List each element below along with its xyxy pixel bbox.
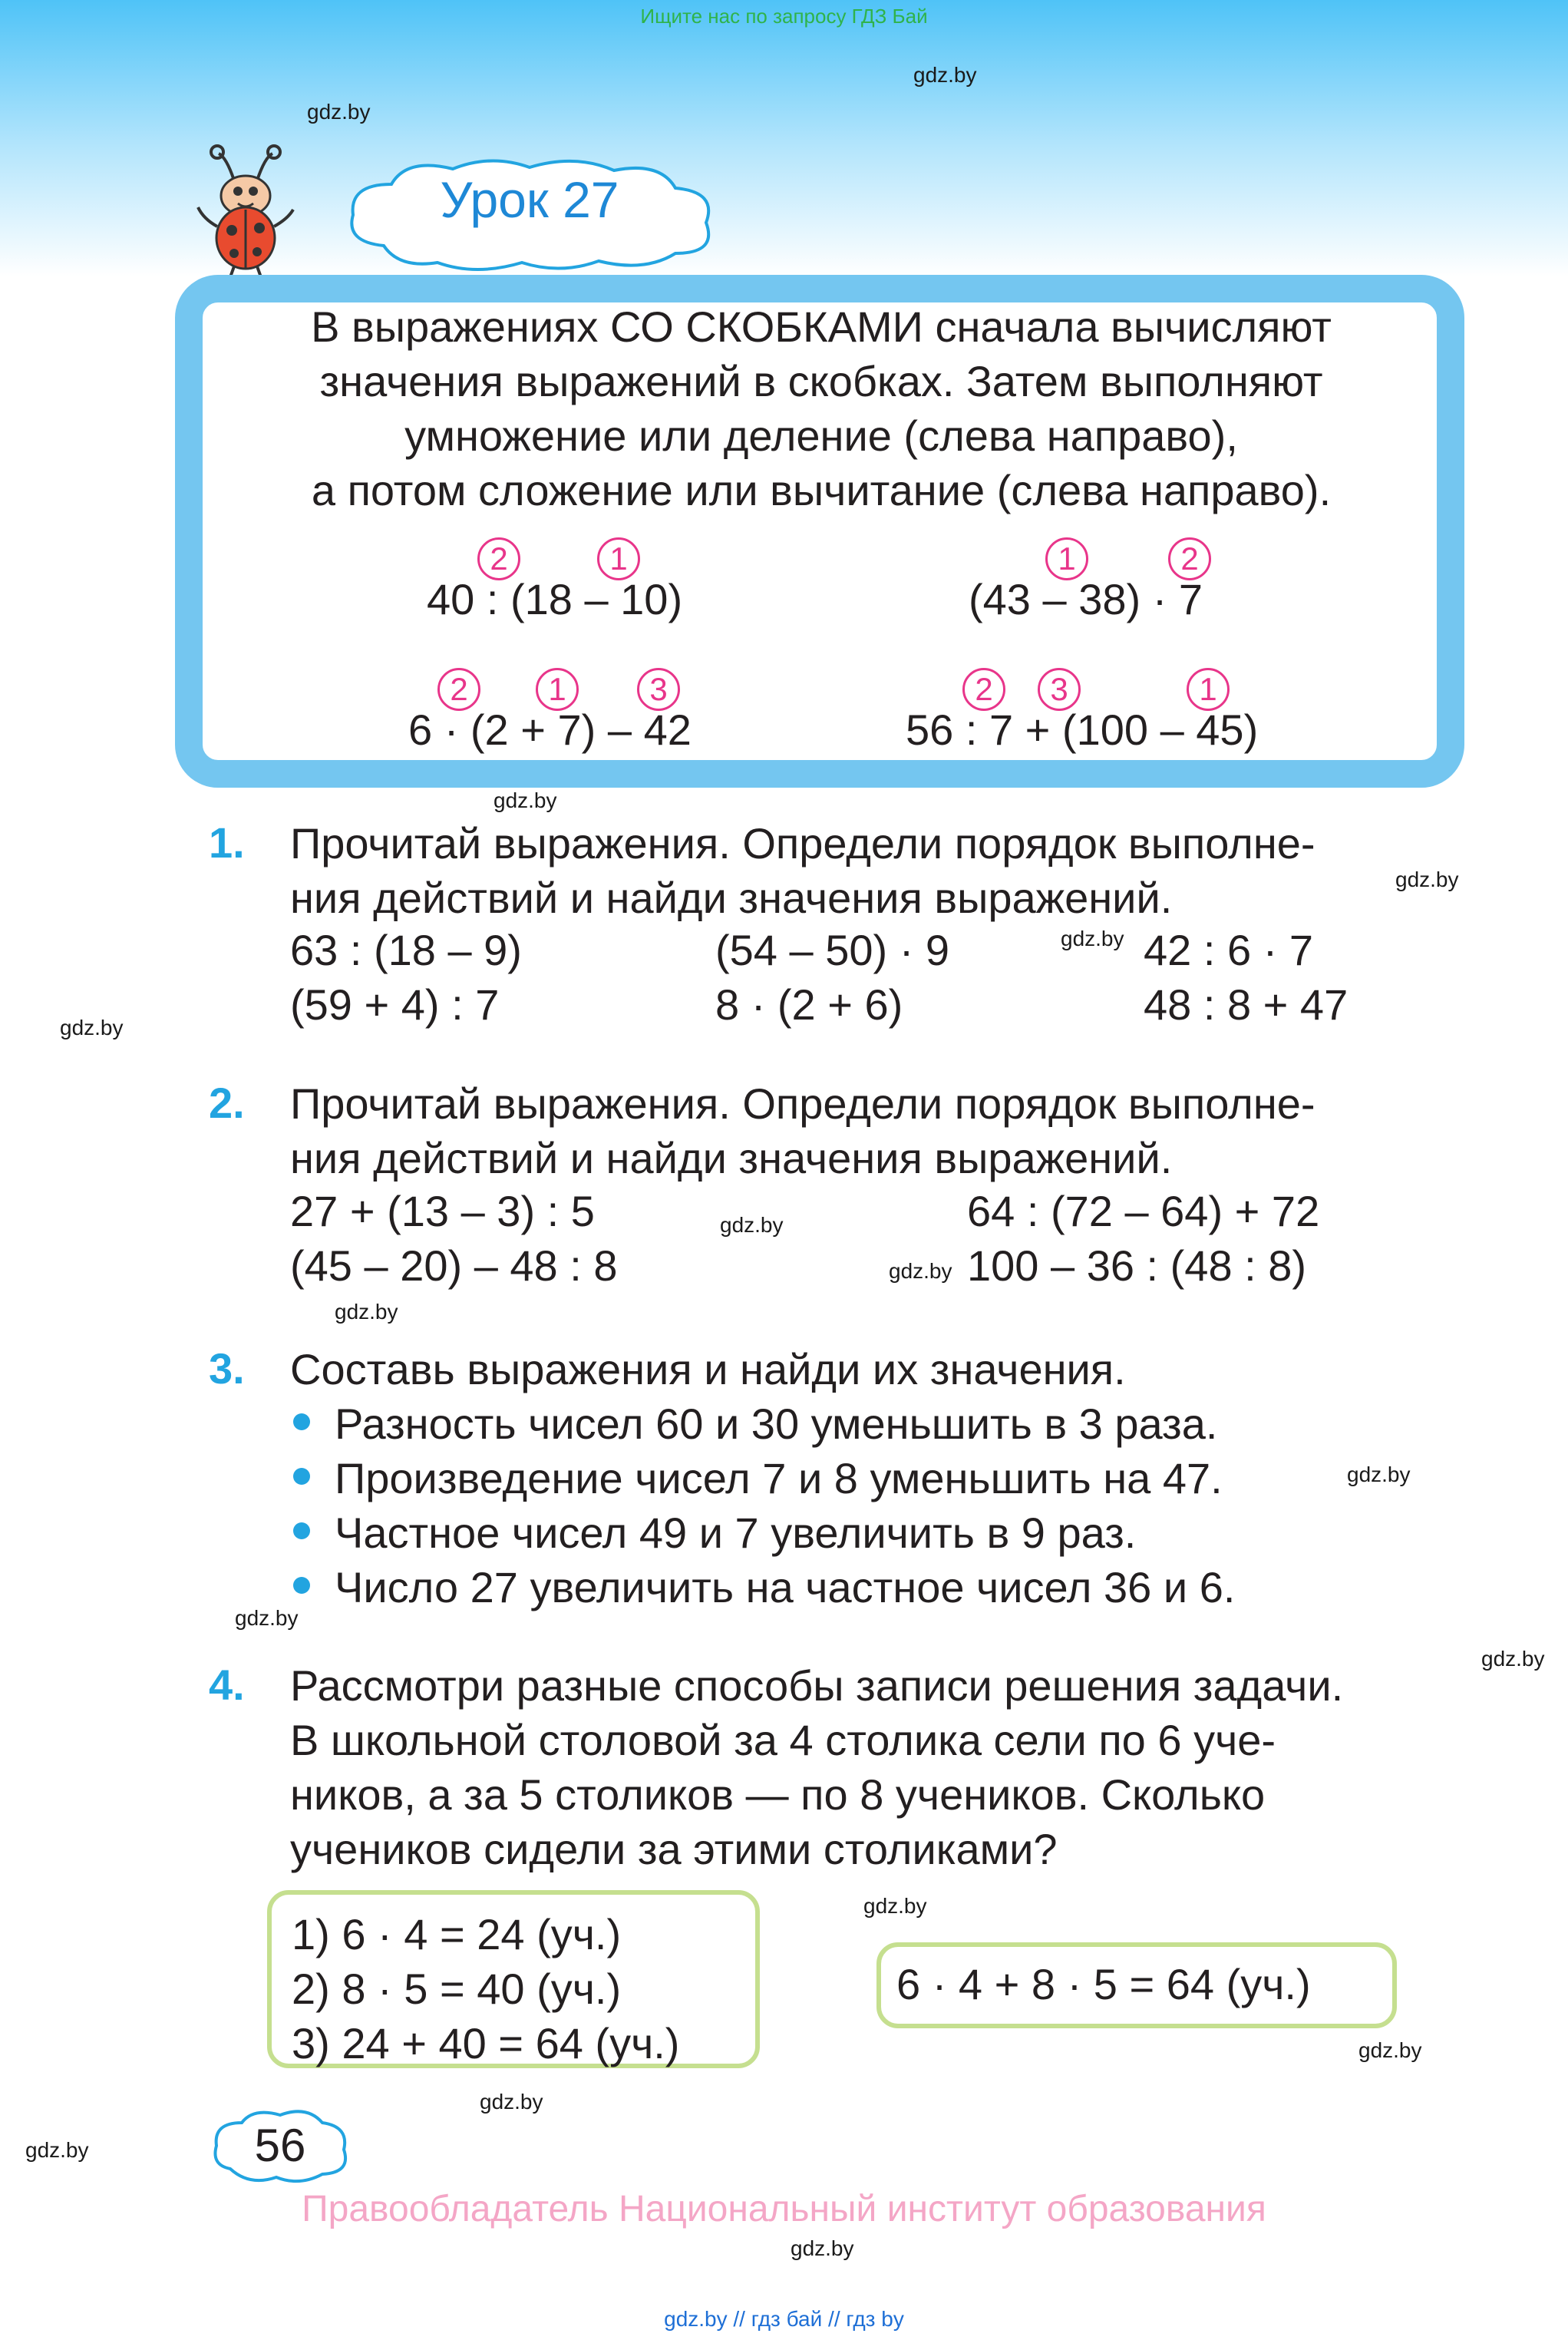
order-marker: 2 xyxy=(1168,537,1211,580)
watermark: gdz.by xyxy=(889,1259,952,1283)
expression: 8 · (2 + 6) xyxy=(715,980,903,1029)
solution-step: 2) 8 · 5 = 40 (уч.) xyxy=(292,1965,622,2013)
top-banner[interactable]: Ищите нас по запросу ГДЗ Бай xyxy=(640,5,928,28)
task-text xyxy=(290,1076,1315,1185)
watermark: gdz.by xyxy=(480,2090,543,2114)
watermark: gdz.by xyxy=(913,63,977,87)
task-text xyxy=(290,1658,1343,1876)
watermark: gdz.by xyxy=(1061,927,1124,950)
bullet-item: Число 27 увеличить на частное чисел 36 и 6. xyxy=(335,1563,1236,1611)
bullet-dot xyxy=(293,1577,310,1594)
bullet-dot xyxy=(293,1413,310,1430)
watermark: gdz.by xyxy=(791,2236,854,2260)
rule-line: значения выражений в скобках. Затем выполняют xyxy=(319,357,1323,405)
ladybug-icon xyxy=(192,142,299,280)
watermark: gdz.by xyxy=(1358,2038,1422,2062)
task-text xyxy=(290,816,1315,925)
order-marker: 3 xyxy=(637,668,680,711)
rule-line: а потом сложение или вычитание (слева направо). xyxy=(311,466,1332,514)
rule-line: В выражениях СО СКОБКАМИ сначала вычисляют xyxy=(311,302,1332,351)
watermark: gdz.by xyxy=(1347,1462,1411,1486)
task-line: Прочитай выражения. Определи порядок выполне- xyxy=(290,1079,1315,1128)
copyright-line: Правообладатель Национальный институт образования xyxy=(302,2189,1266,2229)
task-line: ников, а за 5 столиков — по 8 учеников. Сколько xyxy=(290,1770,1266,1819)
watermark: gdz.by xyxy=(1481,1647,1545,1671)
task-line: учеников сидели за этими столиками? xyxy=(290,1825,1058,1873)
order-marker: 2 xyxy=(477,537,520,580)
task-number: 4. xyxy=(209,1661,245,1709)
watermark: gdz.by xyxy=(335,1300,398,1324)
expression: 100 – 36 : (48 : 8) xyxy=(967,1241,1307,1290)
task-line: Составь выражения и найди их значения. xyxy=(290,1345,1126,1393)
rule-line: умножение или деление (слева направо), xyxy=(404,411,1238,460)
task-line: Рассмотри разные способы записи решения задачи. xyxy=(290,1661,1344,1710)
task-line: ния действий и найди значения выражений. xyxy=(290,874,1173,922)
watermark: gdz.by xyxy=(60,1016,124,1039)
task-line: ния действий и найди значения выражений. xyxy=(290,1134,1173,1182)
expression: 42 : 6 · 7 xyxy=(1144,926,1314,974)
solution-steps xyxy=(292,1907,679,2071)
watermark: gdz.by xyxy=(1395,868,1459,891)
watermark: gdz.by xyxy=(720,1213,784,1237)
bullet-item: Разность чисел 60 и 30 уменьшить в 3 раза. xyxy=(335,1400,1218,1448)
order-marker: 1 xyxy=(536,668,579,711)
expression: 64 : (72 – 64) + 72 xyxy=(967,1187,1320,1235)
watermark: gdz.by xyxy=(863,1894,927,1918)
task-number: 1. xyxy=(209,818,245,867)
expression: 27 + (13 – 3) : 5 xyxy=(290,1187,595,1235)
task-line: Прочитай выражения. Определи порядок выполне- xyxy=(290,819,1315,868)
watermark: gdz.by xyxy=(235,1606,299,1630)
order-marker: 1 xyxy=(597,537,640,580)
solution-step: 3) 24 + 40 = 64 (уч.) xyxy=(292,2019,680,2067)
solution-step: 1) 6 · 4 = 24 (уч.) xyxy=(292,1910,622,1958)
example-expression: 56 : 7 + (100 – 45) xyxy=(906,706,1259,754)
footer-links[interactable]: gdz.by // гдз бай // гдз by xyxy=(664,2307,904,2331)
expression: (59 + 4) : 7 xyxy=(290,980,500,1029)
task-number: 3. xyxy=(209,1344,245,1393)
expression: 63 : (18 – 9) xyxy=(290,926,522,974)
watermark: gdz.by xyxy=(307,100,371,124)
expression: (45 – 20) – 48 : 8 xyxy=(290,1241,618,1290)
example-expression: 6 · (2 + 7) – 42 xyxy=(408,706,692,754)
solution-expression: 6 · 4 + 8 · 5 = 64 (уч.) xyxy=(896,1960,1311,2008)
task-line: В школьной столовой за 4 столика сели по 6 уче- xyxy=(290,1716,1276,1764)
expression: (54 – 50) · 9 xyxy=(715,926,950,974)
order-marker: 2 xyxy=(962,668,1005,711)
order-marker: 2 xyxy=(437,668,480,711)
order-marker: 3 xyxy=(1038,668,1081,711)
bullet-item: Частное чисел 49 и 7 увеличить в 9 раз. xyxy=(335,1509,1137,1557)
example-expression: (43 – 38) · 7 xyxy=(969,575,1203,623)
page-number: 56 xyxy=(254,2120,306,2171)
order-marker: 1 xyxy=(1045,537,1088,580)
watermark: gdz.by xyxy=(494,788,557,812)
example-expression: 40 : (18 – 10) xyxy=(427,575,683,623)
rule-text xyxy=(230,299,1412,517)
watermark: gdz.by xyxy=(25,2138,89,2162)
bullet-item: Произведение чисел 7 и 8 уменьшить на 47. xyxy=(335,1454,1223,1502)
expression: 48 : 8 + 47 xyxy=(1144,980,1348,1029)
task-number: 2. xyxy=(209,1079,245,1127)
bullet-dot xyxy=(293,1522,310,1539)
lesson-title: Урок 27 xyxy=(440,171,619,228)
order-marker: 1 xyxy=(1187,668,1230,711)
bullet-dot xyxy=(293,1468,310,1485)
